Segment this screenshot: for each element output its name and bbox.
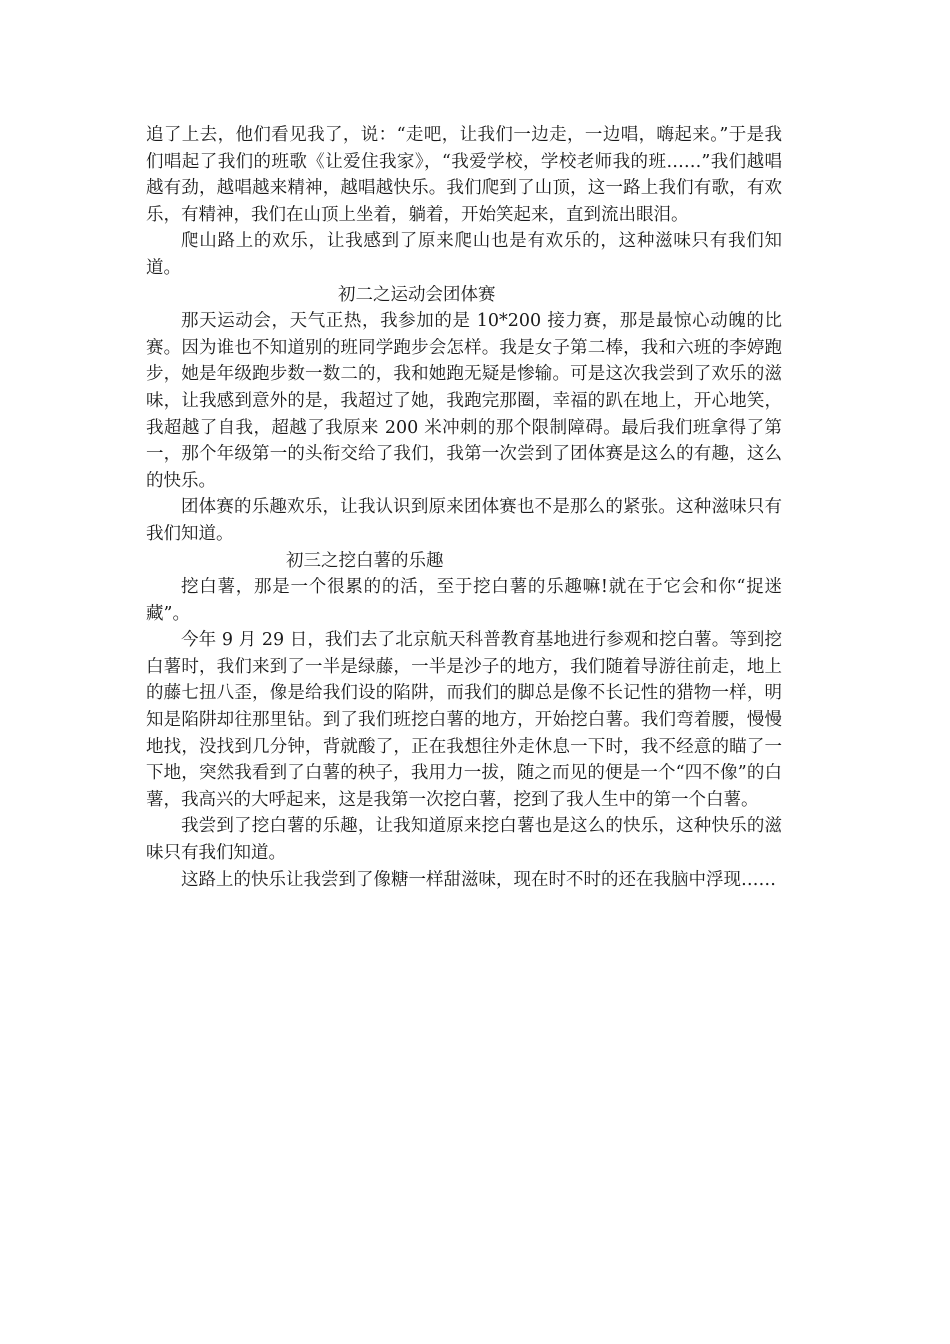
closing-paragraph: 这路上的快乐让我尝到了像糖一样甜滋味，现在时不时的还在我脑中浮现……: [181, 869, 776, 890]
section-3-paragraph-3: 我尝到了挖白薯的乐趣，让我知道原来挖白薯也是这么的快乐，这种快乐的滋味只有我们知道。: [146, 816, 782, 864]
section-2-paragraph-2: 团体赛的乐趣欢乐，让我认识到原来团体赛也不是那么的紧张。这种滋味只有我们知道。: [146, 497, 782, 544]
section-2-paragraph-1: 那天运动会，天气正热，我参加的是 10*200 接力赛，那是最惊心动魄的比赛。因为谁也不知道别的班同学跑步会怎样。我是女子第二棒，我和六班的李婷跑步，她是年级跑步数一数二的，我和她跑无疑是惨输。可是这次我尝到了欢乐的滋味，让我感到意外的是，我超过了她，我跑完那圈，幸福的趴在地上，开心地笑，我超越了自我，超越了我原来 200 米冲刺的那个限制障碍。最后我们班拿得了第一，那个年级第一的头衔交给了我们，我第一次尝到了团体赛是这么的有趣，这么的快乐。: [146, 311, 782, 491]
section-3-paragraph-2: 今年 9 月 29 日，我们去了北京航天科普教育基地进行参观和挖白薯。等到挖白薯时，我们来到了一半是绿藤，一半是沙子的地方，我们随着导游往前走，地上的藤七扭八歪，像是给我们设的陷阱，而我们的脚总是像不长记性的猎物一样，明知是陷阱却往那里钻。到了我们班挖白薯的地方，开始挖白薯。我们弯着腰，慢慢地找，没找到几分钟，背就酸了，正在我想往外走休息一下时，我不经意的瞄了一下地，突然我看到了白薯的秧子，我用力一拔，随之而见的便是一个“四不像”的白薯，我高兴的大呼起来，这是我第一次挖白薯，挖到了我人生中的第一个白薯。: [146, 630, 782, 810]
opening-paragraph: 追了上去，他们看见我了，说：“走吧，让我们一边走，一边唱，嗨起来。”于是我们唱起了我们的班歌《让爱住我家》，“我爱学校，学校老师我的班……”我们越唱越有劲，越唱越来精神，越唱越快乐。我们爬到了山顶，这一路上我们有歌，有欢乐，有精神，我们在山顶上坐着，躺着，开始笑起来，直到流出眼泪。: [146, 125, 782, 225]
section-3-paragraph-1: 挖白薯，那是一个很累的的活，至于挖白薯的乐趣嘛!就在于它会和你“捉迷藏”。: [146, 577, 782, 624]
section-2-title: 初二之运动会团体赛: [338, 284, 496, 305]
climbing-summary-paragraph: 爬山路上的欢乐，让我感到了原来爬山也是有欢乐的，这种滋味只有我们知道。: [146, 231, 782, 278]
section-3-title: 初三之挖白薯的乐趣: [286, 550, 444, 571]
document-body: [146, 122, 782, 893]
